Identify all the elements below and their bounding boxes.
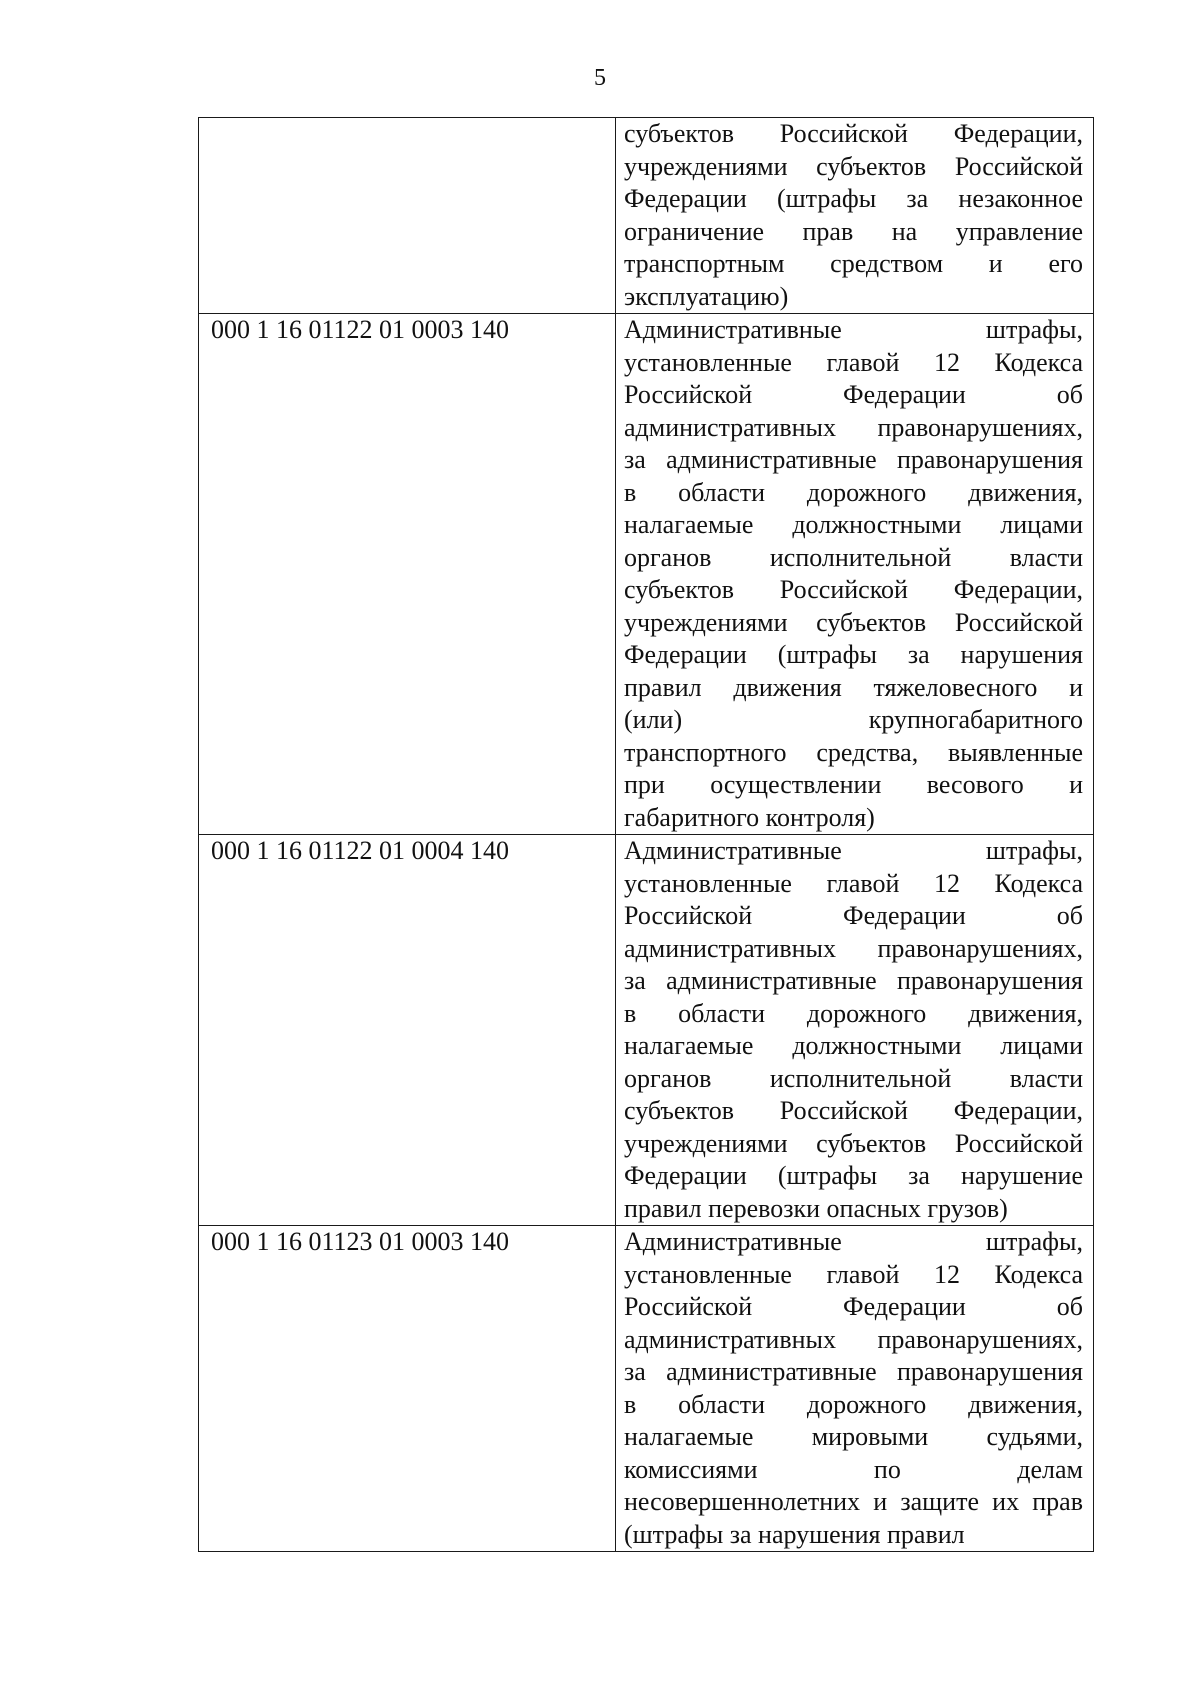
table-row	[199, 118, 1094, 314]
description-line: органов исполнительной власти	[624, 542, 1083, 572]
revenue-code-cell: 000 1 16 01122 01 0004 140	[199, 835, 616, 1226]
description-line: правил перевозки опасных грузов)	[624, 1193, 1008, 1223]
budget-codes-table	[198, 117, 1094, 1552]
revenue-code-cell: 000 1 16 01123 01 0003 140	[199, 1226, 616, 1552]
description-line: эксплуатацию)	[624, 281, 789, 311]
description-line: за административные правонарушения	[624, 1357, 1083, 1386]
description-line: Федерации (штрафы за нарушения	[624, 640, 1083, 669]
table-row	[199, 1226, 1094, 1552]
description-line: в области дорожного движения,	[624, 1389, 1083, 1419]
description-line: установленные главой 12 Кодекса	[624, 1259, 1083, 1289]
description-line: Российской Федерации об	[624, 380, 1083, 409]
revenue-description-cell	[616, 1226, 1094, 1552]
description-line: (штрафы за нарушения правил	[624, 1519, 965, 1549]
description-line: налагаемые должностными лицами	[624, 510, 1083, 539]
description-line: Федерации (штрафы за нарушение	[624, 1161, 1083, 1190]
description-line: в области дорожного движения,	[624, 998, 1083, 1028]
description-line: транспортным средством и его	[624, 249, 1083, 278]
description-line: Федерации (штрафы за незаконное	[624, 184, 1083, 213]
revenue-description-cell	[616, 118, 1094, 314]
description-line: несовершеннолетних и защите их прав	[624, 1487, 1083, 1516]
table-row	[199, 314, 1094, 835]
description-line: установленные главой 12 Кодекса	[624, 347, 1083, 377]
description-line: габаритного контроля)	[624, 802, 875, 832]
description-line: установленные главой 12 Кодекса	[624, 868, 1083, 898]
description-line: налагаемые мировыми судьями,	[624, 1422, 1083, 1451]
table-body	[199, 118, 1094, 1552]
description-line: при осуществлении весового и	[624, 770, 1083, 799]
description-line: субъектов Российской Федерации,	[624, 575, 1083, 604]
description-line: учреждениями субъектов Российской	[624, 1128, 1083, 1158]
revenue-code-cell: 000 1 16 01122 01 0003 140	[199, 314, 616, 835]
description-line: налагаемые должностными лицами	[624, 1031, 1083, 1060]
description-line: за административные правонарушения	[624, 966, 1083, 995]
description-line: за административные правонарушения	[624, 445, 1083, 474]
description-line: учреждениями субъектов Российской	[624, 151, 1083, 181]
description-line: субъектов Российской Федерации,	[624, 1096, 1083, 1125]
revenue-description-cell	[616, 314, 1094, 835]
description-line: Административные штрафы,	[624, 1227, 1083, 1256]
description-line: административных правонарушениях,	[624, 412, 1083, 442]
description-line: органов исполнительной власти	[624, 1063, 1083, 1093]
description-line: в области дорожного движения,	[624, 477, 1083, 507]
description-line: субъектов Российской Федерации,	[624, 119, 1083, 148]
table-row	[199, 835, 1094, 1226]
description-line: ограничение прав на управление	[624, 216, 1083, 246]
revenue-description-cell	[616, 835, 1094, 1226]
description-line: транспортного средства, выявленные	[624, 737, 1083, 767]
description-line: учреждениями субъектов Российской	[624, 607, 1083, 637]
description-line: комиссиями по делам	[624, 1454, 1083, 1484]
description-line: правил движения тяжеловесного и	[624, 672, 1083, 702]
revenue-code-cell	[199, 118, 616, 314]
page-number: 5	[594, 65, 606, 91]
description-line: административных правонарушениях,	[624, 1324, 1083, 1354]
description-line: Российской Федерации об	[624, 901, 1083, 930]
description-line: Административные штрафы,	[624, 836, 1083, 865]
description-line: (или) крупногабаритного	[624, 705, 1083, 734]
description-line: Российской Федерации об	[624, 1292, 1083, 1321]
description-line: административных правонарушениях,	[624, 933, 1083, 963]
description-line: Административные штрафы,	[624, 315, 1083, 344]
